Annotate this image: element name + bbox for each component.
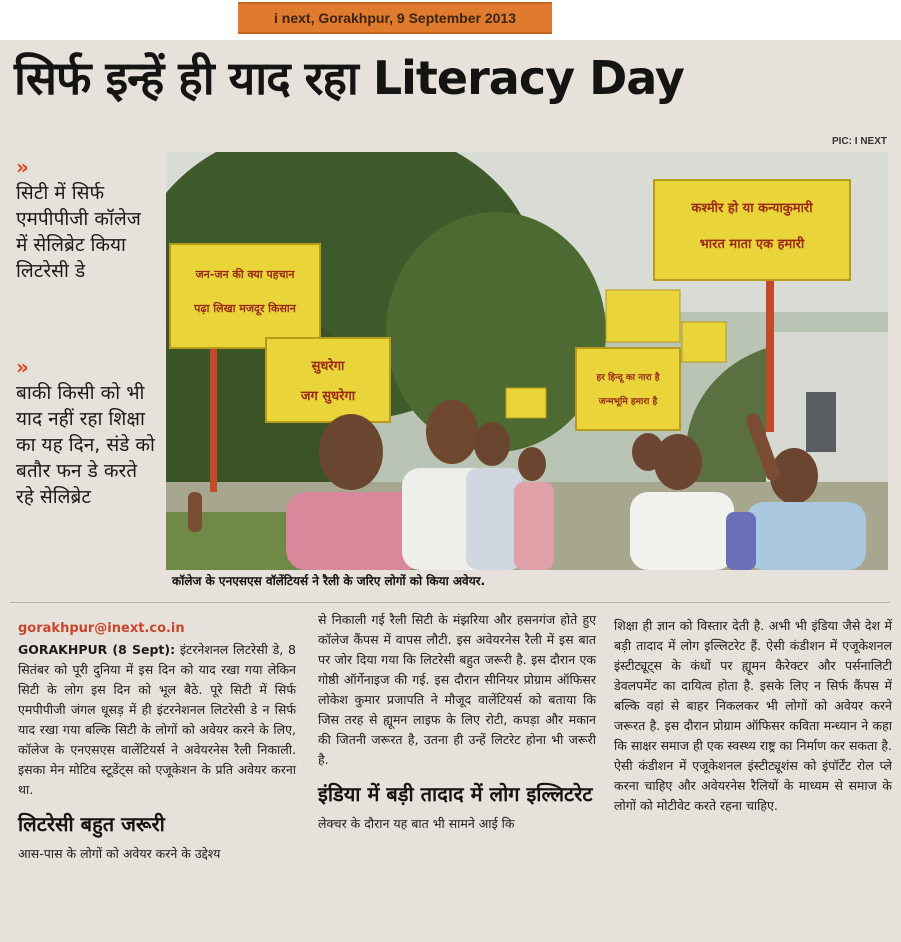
side-point-2 bbox=[16, 355, 156, 510]
rally-photo bbox=[166, 152, 888, 570]
sign-hindu-line2: जन्मभूमि हमारा है bbox=[598, 397, 658, 407]
sign-kashmir-line2: भारत माता एक हमारी bbox=[699, 237, 805, 252]
side-point-text: बाकी किसी को भी याद नहीं रहा शिक्षा का यह दिन, संडे को बतौर फन डे करते रहे सेलिब्रेट bbox=[16, 382, 155, 508]
newspaper-page bbox=[0, 40, 901, 942]
subhead-literacy: लिटरेसी बहुत जरूरी bbox=[18, 812, 165, 836]
col1-paragraph-1 bbox=[18, 640, 296, 800]
subhead-illiterate: इंडिया में बड़ी तादाद में लोग इल्लिटरेट bbox=[318, 782, 593, 806]
sign-sudhrega-line1: सुधरेगा bbox=[311, 359, 345, 374]
dateline: GORAKHPUR (8 Sept): bbox=[18, 642, 176, 657]
article-column-3 bbox=[614, 616, 892, 816]
chevron-right-icon: » bbox=[16, 155, 29, 179]
section-divider bbox=[10, 602, 890, 603]
side-point-text: सिटी में सिर्फ एमपीपीजी कॉलेज में सेलिब्रेट किया लिटरेसी डे bbox=[16, 182, 141, 282]
col2-paragraph-1: से निकाली गई रैली सिटी के मंझरिया और हसनगंज होते हुए कॉलेज कैंपस में वापस लौटी. इस अवेयरनेस रैली में इस बात पर जोर दिया गया कि लिटरेसी बहुत जरूरी है. इस दौरान एक गोष्ठी ऑर्गेनाइज की गई. इस दौरान सीनियर प्रोग्राम ऑफिसर लोकेश कुमार प्रजापति ने मौजूद वालेंटियर्स को बताया कि जिस तरह से ह्यूमन लाइफ के लिए रोटी, कपड़ा और मकान की जितनी जरूरत है, उतना ही उन्हें लिटरेट होना भी जरूरी है. bbox=[318, 612, 596, 767]
photo-credit: PIC: I NEXT bbox=[831, 136, 887, 147]
col1-paragraph-2: आस-पास के लोगों को अवेयर करने के उद्देश्य bbox=[18, 846, 221, 861]
sign-hindu bbox=[576, 348, 680, 430]
article-column-1 bbox=[18, 618, 296, 864]
article-column-2 bbox=[318, 610, 596, 834]
source-strip: i next, Gorakhpur, 9 September 2013 bbox=[238, 2, 552, 34]
headline: सिर्फ इन्हें ही याद रहा Literacy Day bbox=[14, 51, 684, 105]
rally-photo-illustration bbox=[166, 152, 888, 570]
photo-caption: कॉलेज के एनएसएस वॉलेंटियर्स ने रैली के जरिए लोगों को किया अवेयर. bbox=[166, 570, 888, 592]
sign-sudhrega-line2: जग सुधरेगा bbox=[300, 389, 356, 404]
chevron-right-icon: » bbox=[16, 355, 29, 379]
col2-paragraph-2: लेक्चर के दौरान यह बात भी सामने आई कि bbox=[318, 816, 515, 831]
sign-sudhrega bbox=[266, 338, 390, 422]
sign-jan-jan-line1: जन-जन की क्या पहचान bbox=[195, 268, 295, 281]
sign-hindu-line1: हर हिन्दू का नारा है bbox=[596, 373, 660, 383]
side-point-1 bbox=[16, 155, 156, 284]
sign-jan-jan-line2: पढ़ा लिखा मजदूर किसान bbox=[194, 302, 296, 315]
sign-kashmir-line1: कश्मीर हो या कन्याकुमारी bbox=[691, 201, 813, 216]
col3-paragraph-1: शिक्षा ही ज्ञान को विस्तार देती है. अभी भी इंडिया जैसे देश में बड़ी तादाद में लोग इल्लिटरेट हैं. ऐसी कंडीशन में एजूकेशनल इंस्टीट्यूट्स के कंधों पर ह्यूमन कैरेक्टर और पर्सनालिटी डेवलपमेंट का दायित्व होता है. इसके लिए न सिर्फ कैंपस में बल्कि वहां से बाहर निकलकर भी लोगों को अवेयर करने जरूरत है. इस दौरान प्रोग्राम ऑफिसर कविता मन्ध्यान ने कहा कि साक्षर समाज ही एक स्वस्थ्य राष्ट्र का निर्माण कर सकता है. ऐसी कंडीशन में एजूकेशनल इंस्टीट्यूशंस को इंपॉर्टेंट रोल प्ले करना चाहिए और अवेयरनेस रैलियों के माध्यम से समाज के लोगों को मोटीवेट करते रहना चाहिए. bbox=[614, 618, 892, 813]
reporter-email: gorakhpur@inext.co.in bbox=[18, 621, 185, 636]
col1-text-1: इंटरनेशनल लिटरेसी डे, 8 सितंबर को पूरी दुनिया में इस दिन को याद रखा गया लेकिन सिटी के लोग इस दिन को भूल बैठे. पूरे सिटी में सिर्फ एमपीपीजी जंगल धूसड़ में ही इंटरनेशनल लिटरेसी डे न सिर्फ याद रखा गया बल्कि सिटी के लोगों को अवेयर करने के लिए, कॉलेज के एनएसएस वालेंटियर्स ने अवेयरनेस रैली निकाली. इसका मेन मोटिव स्टूडेंट्स को एजूकेशन के प्रति अवेयर करना था. bbox=[18, 642, 297, 797]
